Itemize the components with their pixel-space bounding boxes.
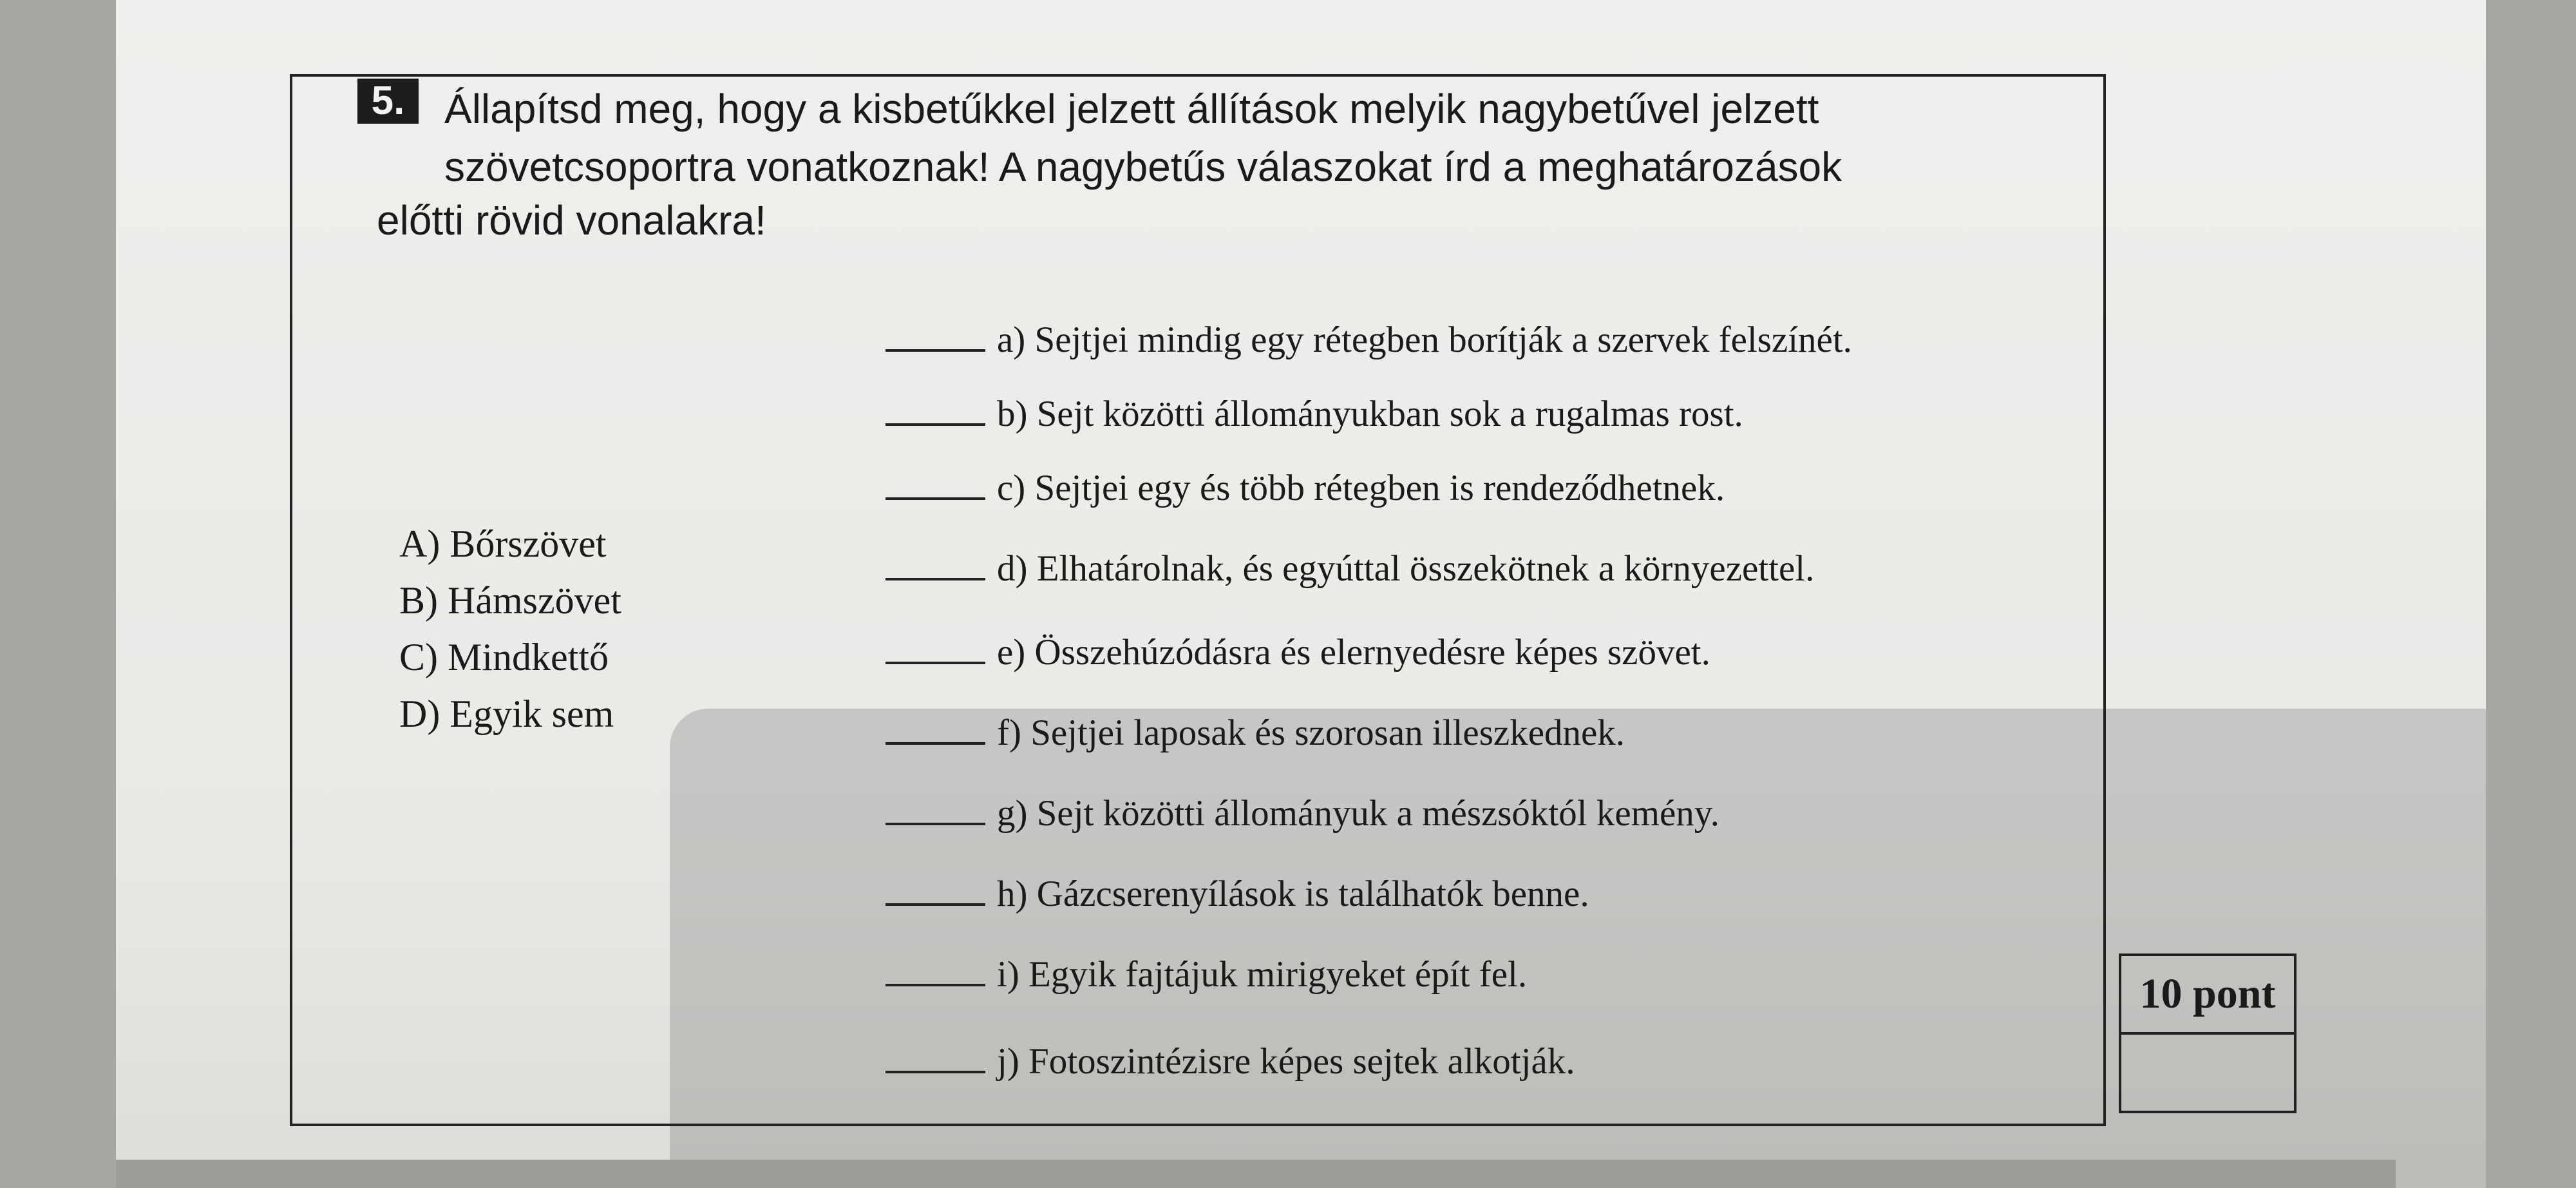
answer-blank-j[interactable]: [886, 1070, 985, 1073]
statement-e: [886, 622, 1710, 673]
statement-text-j: j) Fotoszintézisre képes sejtek alkotják.: [997, 1041, 1575, 1082]
statement-text-g: g) Sejt közötti állományuk a mészsóktól kemény.: [997, 793, 1719, 834]
statement-text-c: c) Sejtjei egy és több rétegben is rendeződhetnek.: [997, 468, 1725, 508]
statement-text-f: f) Sejtjei laposak és szorosan illeszkednek.: [997, 713, 1625, 753]
points-score-field[interactable]: [2121, 1035, 2294, 1111]
option-d: D) Egyik sem: [399, 693, 614, 735]
statement-text-i: i) Egyik fajtájuk mirigyeket épít fel.: [997, 954, 1528, 995]
instruction-line-1: Állapítsd meg, hogy a kisbetűkkel jelzett állítások melyik nagybetűvel jelzett: [444, 86, 1819, 132]
answer-blank-e[interactable]: [886, 661, 985, 664]
statement-d: [886, 538, 1814, 589]
statement-h: [886, 863, 1589, 915]
statement-f: [886, 702, 1625, 754]
statement-b: [886, 383, 1743, 435]
statement-a: [886, 309, 1852, 361]
answer-options: [399, 515, 621, 742]
option-c: C) Mindkettő: [399, 636, 609, 678]
statement-c: [886, 457, 1725, 509]
statement-g: [886, 783, 1719, 834]
answer-blank-i[interactable]: [886, 983, 985, 986]
points-box: [2119, 953, 2297, 1113]
statement-text-a: a) Sejtjei mindig egy rétegben borítják a szervek felszínét.: [997, 320, 1852, 360]
answer-blank-h[interactable]: [886, 903, 985, 906]
statement-text-e: e) Összehúzódásra és elernyedésre képes szövet.: [997, 632, 1710, 673]
instruction-line-2: szövetcsoportra vonatkoznak! A nagybetűs válaszokat írd a meghatározások: [444, 144, 1842, 190]
answer-blank-a[interactable]: [886, 349, 985, 352]
statement-i: [886, 944, 1527, 995]
bottom-page-strip: [116, 1160, 2396, 1188]
answer-blank-c[interactable]: [886, 497, 985, 500]
instruction-line-3: előtti rövid vonalakra!: [377, 197, 766, 244]
answer-blank-f[interactable]: [886, 742, 985, 745]
points-label: 10 pont: [2121, 956, 2294, 1035]
statement-text-d: d) Elhatárolnak, és egyúttal összekötnek a környezettel.: [997, 548, 1815, 589]
answer-blank-d[interactable]: [886, 577, 985, 580]
statement-text-b: b) Sejt közötti állományukban sok a rugalmas rost.: [997, 394, 1743, 434]
answer-blank-b[interactable]: [886, 423, 985, 426]
option-b: B) Hámszövet: [399, 579, 621, 622]
statement-text-h: h) Gázcserenyílások is találhatók benne.: [997, 874, 1589, 914]
option-a: A) Bőrszövet: [399, 522, 607, 565]
statement-j: [886, 1031, 1575, 1082]
answer-blank-g[interactable]: [886, 822, 985, 825]
task-number: 5.: [357, 79, 419, 124]
